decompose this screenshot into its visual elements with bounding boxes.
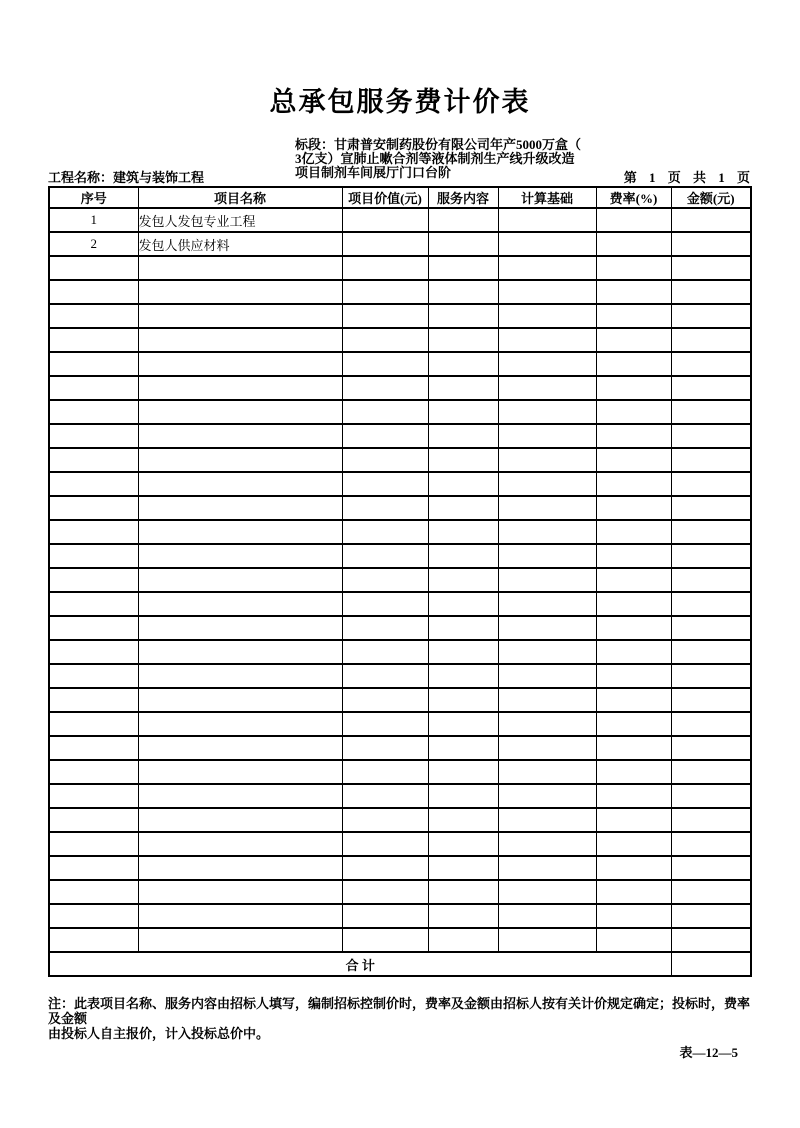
column-header: 序号 [49,187,138,208]
table-cell [342,400,428,424]
table-cell [596,256,671,280]
table-cell [671,664,751,688]
table-row [49,232,751,256]
table-cell [671,832,751,856]
form-code: 表—12—5 [679,1045,738,1060]
table-cell [428,328,498,352]
table-row [49,928,751,952]
table-cell [49,736,138,760]
table-cell [671,544,751,568]
table-cell [342,280,428,304]
table-row [49,832,751,856]
table-cell [49,664,138,688]
table-cell [342,424,428,448]
table-cell [498,280,596,304]
table-cell [428,376,498,400]
table-row [49,640,751,664]
table-cell [428,904,498,928]
table-cell [498,568,596,592]
table-cell [428,400,498,424]
table-cell [428,448,498,472]
table-cell [498,688,596,712]
table-cell: 2 [49,232,138,256]
table-row [49,472,751,496]
table-cell [342,256,428,280]
table-cell [428,232,498,256]
section-info [295,138,605,180]
table-cell [428,568,498,592]
table-cell [49,712,138,736]
table-cell [498,376,596,400]
table-cell [498,760,596,784]
table-row [49,304,751,328]
table-cell [428,664,498,688]
table-row [49,712,751,736]
table-cell [671,880,751,904]
table-row [49,592,751,616]
table-cell [428,424,498,448]
table-cell [342,712,428,736]
table-cell [138,592,342,616]
table-cell [138,712,342,736]
table-cell [596,280,671,304]
table-cell [596,736,671,760]
table-cell [596,448,671,472]
table-cell [498,400,596,424]
table-cell [596,760,671,784]
table-cell [428,616,498,640]
table-cell [342,664,428,688]
table-cell [49,448,138,472]
table-cell [596,304,671,328]
table-cell [596,520,671,544]
table-cell [49,376,138,400]
table-cell [596,640,671,664]
footnote-line: 由投标人自主报价，计入投标总价中。 [48,1026,270,1041]
table-cell [498,208,596,232]
table-cell [428,280,498,304]
table-cell [671,208,751,232]
table-cell [428,496,498,520]
table-cell [596,808,671,832]
table-cell [428,760,498,784]
table-cell [428,352,498,376]
table-cell [498,424,596,448]
table-cell [671,328,751,352]
table-cell [671,280,751,304]
table-cell [671,688,751,712]
table-cell [498,544,596,568]
table-cell [498,808,596,832]
table-cell [498,784,596,808]
table-cell [428,640,498,664]
table-cell [671,712,751,736]
table-cell [49,472,138,496]
table-cell [138,928,342,952]
table-cell [138,832,342,856]
table-cell [498,448,596,472]
table-cell [49,688,138,712]
table-cell [671,448,751,472]
table-cell [671,232,751,256]
table-cell [498,832,596,856]
table-cell [49,520,138,544]
table-cell [49,496,138,520]
table-cell [671,760,751,784]
table-row [49,328,751,352]
table-cell [596,568,671,592]
table-cell [498,736,596,760]
table-row [49,280,751,304]
table-row [49,688,751,712]
table-cell [671,736,751,760]
table-cell [342,784,428,808]
table-row [49,520,751,544]
table-cell [342,568,428,592]
table-cell [49,928,138,952]
table-cell [342,832,428,856]
table-cell [428,832,498,856]
table-body [49,208,751,976]
table-cell [428,928,498,952]
table-cell [138,736,342,760]
table-cell [671,520,751,544]
table-cell [342,904,428,928]
table-cell [428,592,498,616]
table-row [49,496,751,520]
table-cell [596,784,671,808]
table-row [49,880,751,904]
table-cell [498,352,596,376]
table-cell [138,520,342,544]
table-row [49,616,751,640]
table-cell [342,304,428,328]
table-cell [428,880,498,904]
table-cell [342,496,428,520]
table-cell [428,304,498,328]
section-line: 标段：甘肃普安制药股份有限公司年产5000万盒（ [295,137,582,152]
table-cell [138,568,342,592]
table-cell [596,472,671,496]
table-cell [596,376,671,400]
table-cell [49,904,138,928]
table-cell [49,592,138,616]
page-number: 第 1 页 共 1 页 [623,170,750,185]
table-cell: 1 [49,208,138,232]
table-cell [342,688,428,712]
header-row [49,187,751,208]
table-cell [428,208,498,232]
column-header: 计算基础 [498,187,596,208]
table-cell [428,688,498,712]
table-cell [671,256,751,280]
table-row [49,400,751,424]
table-cell [498,880,596,904]
table-cell [138,808,342,832]
table-cell [498,904,596,928]
table-cell [596,328,671,352]
table-cell [138,904,342,928]
column-header: 项目名称 [138,187,342,208]
table-cell [671,616,751,640]
table-cell [671,352,751,376]
table-cell [342,544,428,568]
table-cell [428,736,498,760]
table-cell [671,640,751,664]
pricing-table [48,186,752,977]
table-cell [596,496,671,520]
table-cell [49,856,138,880]
table-cell [498,328,596,352]
table-cell [671,496,751,520]
table-cell [49,760,138,784]
table-row [49,904,751,928]
total-row [49,952,751,976]
table-cell [342,760,428,784]
table-cell [138,616,342,640]
table-cell [428,472,498,496]
total-label: 合 计 [49,952,671,976]
table-cell [596,832,671,856]
table-cell [498,640,596,664]
table-cell [342,928,428,952]
table-cell [138,304,342,328]
table-cell [498,928,596,952]
table-cell [342,232,428,256]
table-cell [138,640,342,664]
table-cell [49,640,138,664]
table-cell [138,448,342,472]
table-cell [671,304,751,328]
table-cell [138,472,342,496]
table-cell [49,328,138,352]
table-cell [49,304,138,328]
table-cell [138,352,342,376]
table-cell [596,400,671,424]
table-cell [596,544,671,568]
footnote [48,996,760,1041]
table-cell [596,856,671,880]
table-cell [428,256,498,280]
table-cell [498,712,596,736]
table-cell [596,232,671,256]
table-cell [596,352,671,376]
table-cell [138,496,342,520]
table-cell [342,328,428,352]
table-row [49,208,751,232]
table-cell [138,784,342,808]
table-cell [596,424,671,448]
table-cell [498,496,596,520]
table-cell [138,856,342,880]
table-cell [596,592,671,616]
project-name: 工程名称：建筑与装饰工程 [48,170,205,185]
table-cell [138,256,342,280]
table-cell [596,928,671,952]
table-cell [138,424,342,448]
table-cell [342,448,428,472]
table-cell [671,784,751,808]
table-row [49,664,751,688]
table-cell [671,808,751,832]
table-row [49,352,751,376]
table-cell [138,280,342,304]
table-cell [49,832,138,856]
column-header: 服务内容 [428,187,498,208]
table-cell [498,520,596,544]
table-cell [498,232,596,256]
table-cell [498,592,596,616]
table-cell [596,616,671,640]
table-cell [138,664,342,688]
table-cell [49,280,138,304]
table-row [49,784,751,808]
column-header: 费率(%) [596,187,671,208]
table-cell [138,880,342,904]
table-cell [428,712,498,736]
table-cell [342,736,428,760]
table-cell [342,352,428,376]
section-line: 3亿支）宣肺止嗽合剂等液体制剂生产线升级改造 [295,151,575,166]
table-cell [498,616,596,640]
table-cell [498,856,596,880]
table-cell [671,376,751,400]
table-cell [671,904,751,928]
table-cell [671,592,751,616]
section-line: 项目制剂车间展厅门口台阶 [295,165,452,180]
table-cell [498,256,596,280]
table-cell [342,520,428,544]
table-cell [596,880,671,904]
table-cell [596,208,671,232]
table-cell [49,256,138,280]
table-cell [498,664,596,688]
column-header: 项目价值(元) [342,187,428,208]
table-cell [342,208,428,232]
page-title: 总承包服务费计价表 [269,87,531,117]
footnote-line: 注：此表项目名称、服务内容由招标人填写，编制招标控制价时，费率及金额由招标人按有关计价规定确定；投标时，费率及金额 [48,996,751,1026]
table-cell [138,760,342,784]
table-row [49,736,751,760]
table-cell [498,304,596,328]
table-cell [498,472,596,496]
table-cell [428,856,498,880]
table-cell [49,352,138,376]
table-cell [342,376,428,400]
table-cell [428,784,498,808]
table-cell [342,472,428,496]
table-cell [49,808,138,832]
table-row [49,808,751,832]
table-row [49,856,751,880]
table-cell [138,544,342,568]
table-row [49,448,751,472]
table-cell [342,880,428,904]
table-cell [342,616,428,640]
table-cell [342,592,428,616]
table-row [49,256,751,280]
table-cell [138,688,342,712]
table-cell [596,712,671,736]
table-cell [138,376,342,400]
table-cell [138,328,342,352]
column-header: 金额(元) [671,187,751,208]
table-cell: 发包人发包专业工程 [138,208,342,232]
table-cell [49,400,138,424]
table-cell [596,664,671,688]
table-row [49,568,751,592]
table-cell [596,688,671,712]
table-row [49,760,751,784]
table-cell [671,856,751,880]
table-cell [428,544,498,568]
table-cell [49,880,138,904]
table-cell [49,616,138,640]
table-row [49,544,751,568]
table-cell: 发包人供应材料 [138,232,342,256]
table-row [49,424,751,448]
table-cell [596,904,671,928]
table-cell [428,520,498,544]
table-cell [49,424,138,448]
table-cell [342,640,428,664]
table-cell [342,856,428,880]
table-cell [49,544,138,568]
table-cell [49,568,138,592]
table-cell [671,472,751,496]
table-row [49,376,751,400]
total-amount-cell [671,952,751,976]
table-cell [671,424,751,448]
table-cell [671,568,751,592]
table-cell [49,784,138,808]
table-cell [671,400,751,424]
table-cell [671,928,751,952]
table-cell [342,808,428,832]
table-cell [138,400,342,424]
table-cell [428,808,498,832]
